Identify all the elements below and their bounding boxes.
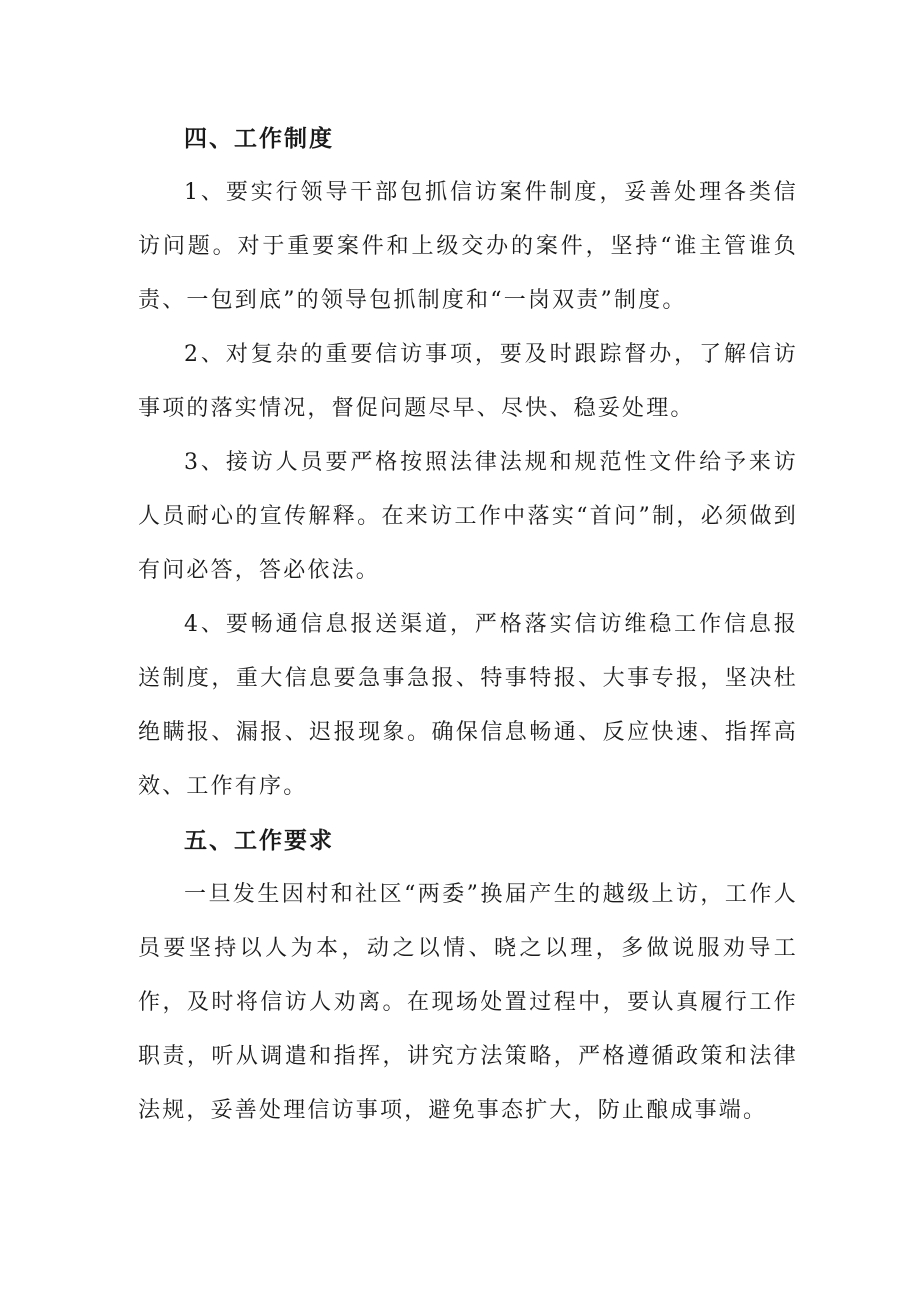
document-body [138, 112, 798, 1138]
paragraph-item-1: 1、要实行领导干部包抓信访案件制度，妥善处理各类信访问题。对于重要案件和上级交办的案件，坚持“谁主管谁负责、一包到底”的领导包抓制度和“一岗双责”制度。 [138, 180, 798, 313]
paragraph-item-4: 4、要畅通信息报送渠道，严格落实信访维稳工作信息报送制度，重大信息要急事急报、特事特报、大事专报，坚决杜绝瞒报、漏报、迟报现象。确保信息畅通、反应快速、指挥高效、工作有序。 [138, 612, 798, 799]
paragraph-item-3: 3、接访人员要严格按照法律法规和规范性文件给予来访人员耐心的宣传解释。在来访工作中落实“首问”制，必须做到有问必答，答必依法。 [138, 450, 798, 583]
section-heading-work-requirements: 五、工作要求 [184, 828, 334, 854]
paragraph-item-2: 2、对复杂的重要信访事项，要及时跟踪督办，了解信访事项的落实情况，督促问题尽早、尽快、稳妥处理。 [138, 342, 798, 421]
paragraph-requirements: 一旦发生因村和社区“两委”换届产生的越级上访，工作人员要坚持以人为本，动之以情、晓之以理，多做说服劝导工作，及时将信访人劝离。在现场处置过程中，要认真履行工作职责，听从调遣和指挥，讲究方法策略，严格遵循政策和法律法规，妥善处理信访事项，避免事态扩大，防止酿成事端。 [138, 882, 798, 1123]
section-heading-work-system: 四、工作制度 [184, 126, 334, 152]
